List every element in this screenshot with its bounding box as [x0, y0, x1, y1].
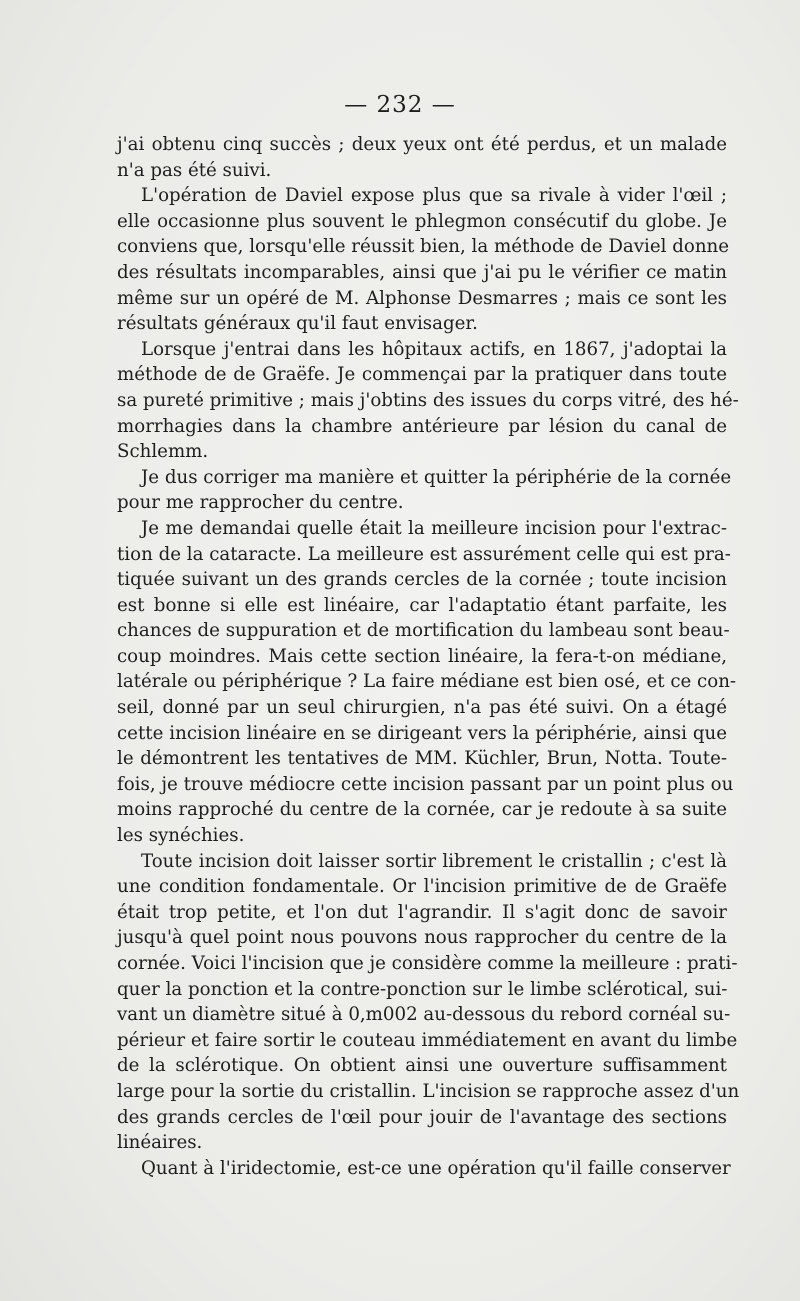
text-line: Je dus corriger ma manière et quitter la périphérie de la cornée	[141, 466, 732, 488]
text-line: résultats généraux qu'il faut envisager.	[117, 313, 478, 335]
text-line: chances de suppuration et de mortification du lambeau sont beau-	[117, 620, 730, 642]
body-text	[117, 132, 740, 1181]
text-line: est bonne si elle est linéaire, car l'adaptatio étant parfaite, les	[117, 594, 727, 616]
text-line: latérale ou périphérique ? La faire médiane est bien osé, et ce con-	[117, 671, 737, 693]
text-line: fois, je trouve médiocre cette incision passant par un point plus ou	[117, 773, 734, 795]
text-line: morrhagies dans la chambre antérieure par lésion du canal de	[117, 415, 727, 437]
text-line: n'a pas été suivi.	[117, 159, 272, 181]
text-line: méthode de de Graëfe. Je commençai par la pratiquer dans toute	[117, 364, 727, 386]
text-line: une condition fondamentale. Or l'incision primitive de de Graëfe	[117, 876, 727, 898]
text-line: des grands cercles de l'œil pour jouir de l'avantage des sections	[117, 1106, 727, 1128]
text-line: Je me demandai quelle était la meilleure incision pour l'extrac-	[141, 517, 727, 539]
text-line: était trop petite, et l'on dut l'agrandir. Il s'agit donc de savoir	[117, 901, 727, 923]
text-line: sa pureté primitive ; mais j'obtins des issues du corps vitré, des hé-	[117, 389, 739, 411]
text-line: Toute incision doit laisser sortir librement le cristallin ; c'est là	[141, 850, 727, 872]
text-line: de la sclérotique. On obtient ainsi une ouverture suffisamment	[117, 1055, 727, 1077]
text-line: cette incision linéaire en se dirigeant vers la périphérie, ainsi que	[117, 722, 727, 744]
text-line: Schlemm.	[117, 441, 209, 463]
text-line: coup moindres. Mais cette section linéaire, la fera-t-on médiane,	[117, 645, 727, 667]
text-line: même sur un opéré de M. Alphonse Desmarres ; mais ce sont les	[117, 287, 727, 309]
text-line: pour me rapprocher du centre.	[117, 492, 404, 514]
text-line: tiquée suivant un des grands cercles de la cornée ; toute incision	[117, 569, 727, 591]
text-line: moins rapproché du centre de la cornée, car je redoute à sa suite	[117, 799, 727, 821]
text-line: conviens que, lorsqu'elle réussit bien, la méthode de Daviel donne	[117, 236, 730, 258]
text-line: cornée. Voici l'incision que je considère comme la meilleure : prati-	[117, 953, 738, 974]
text-line: des résultats incomparables, ainsi que j'ai pu le vérifier ce matin	[117, 261, 727, 283]
text-line: vant un diamètre situé à 0,m002 au-dessous du rebord cornéal su-	[117, 1004, 731, 1026]
text-line: périeur et faire sortir le couteau immédiatement en avant du limbe	[117, 1029, 738, 1051]
text-line: les synéchies.	[117, 825, 245, 847]
text-line: le démontrent les tentatives de MM. Küchler, Brun, Notta. Toute-	[117, 748, 727, 770]
text-line: tion de la cataracte. La meilleure est assurément celle qui est pra-	[117, 543, 731, 565]
text-line: quer la ponction et la contre-ponction sur le limbe sclérotical, sui-	[117, 978, 728, 1000]
text-line: j'ai obtenu cinq succès ; deux yeux ont été perdus, et un malade	[117, 134, 727, 155]
text-line: L'opération de Daviel expose plus que sa rivale à vider l'œil ;	[141, 185, 727, 207]
text-line: large pour la sortie du cristallin. L'incision se rapproche assez d'un	[117, 1080, 740, 1102]
page-number: — 232 —	[344, 92, 456, 118]
text-line: jusqu'à quel point nous pouvons nous rapprocher du centre de la	[117, 927, 727, 949]
text-line: seil, donné par un seul chirurgien, n'a pas été suivi. On a étagé	[117, 697, 727, 719]
text-line: linéaires.	[117, 1132, 203, 1154]
text-line: elle occasionne plus souvent le phlegmon consécutif du globe. Je	[117, 210, 727, 232]
text-line: Quant à l'iridectomie, est-ce une opération qu'il faille conserver	[141, 1157, 731, 1179]
text-line: Lorsque j'entrai dans les hôpitaux actifs, en 1867, j'adoptai la	[141, 338, 727, 360]
